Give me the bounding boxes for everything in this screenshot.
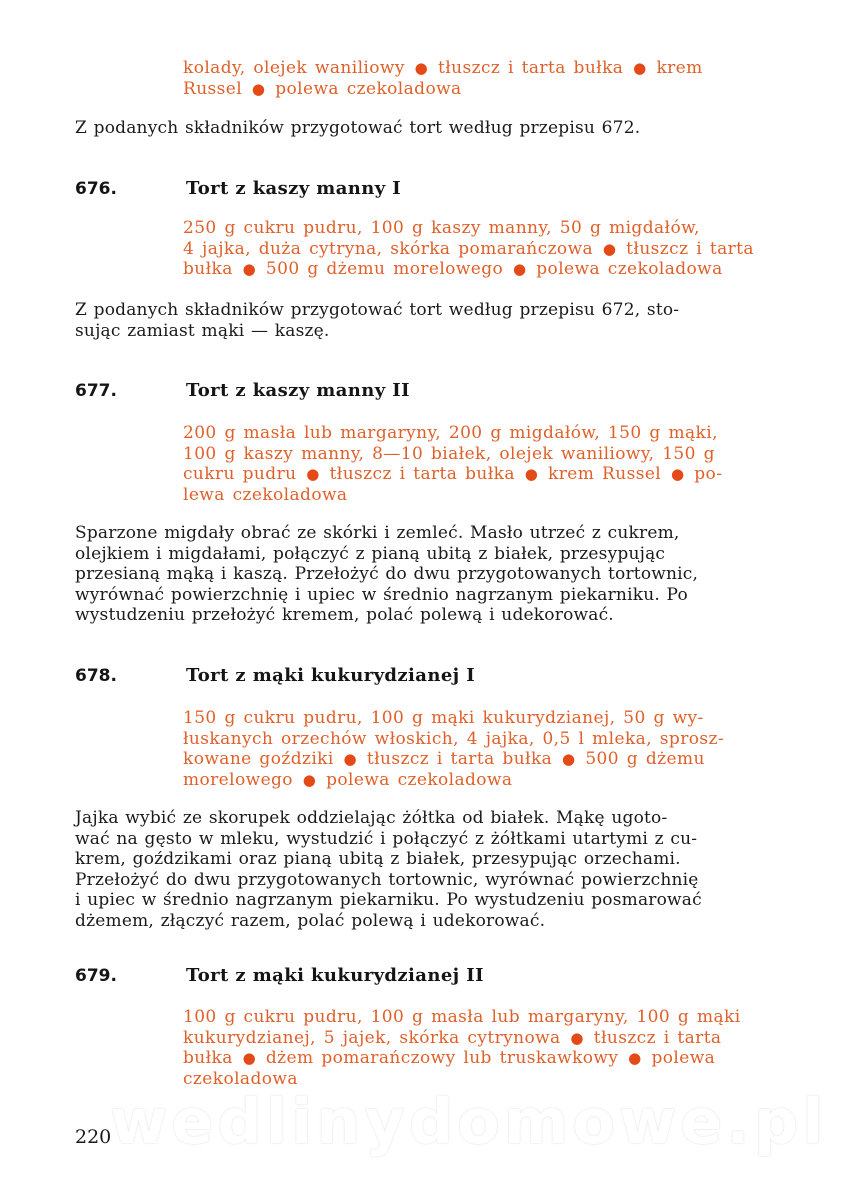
bullet-icon: ● [570,1028,584,1047]
bullet-icon: ● [562,750,576,768]
instruction-line: Przełożyć do dwu przygotowanych tortownic, wyrównać powierzchnię [75,869,699,890]
ingredient-text: tłuszcz i tarta bułka [321,464,515,484]
ingredient-line [183,1048,783,1069]
ingredient-text: 500 g dżemu morelowego [258,259,504,279]
ingredient-text: morelowego [183,769,293,790]
bullet-icon: ● [242,1049,257,1067]
recipe-title-677: Tort z kaszy manny II [186,380,410,401]
ingredient-text: Russel [183,78,243,99]
ingredient-line [183,79,783,100]
ingredient-line: 250 g cukru pudru, 100 g kaszy manny, 50 g migdałów, [183,218,700,238]
ingredient-line [183,770,783,791]
ingredient-text: dżem pomarańczowy lub truskawkowy [258,1048,619,1068]
ingredient-text: tłuszcz i tarta [585,1027,722,1048]
ingredient-line: czekoladowa [183,1068,298,1089]
ingredient-text: bułka [183,1048,233,1068]
recipe-title-676: Tort z kaszy manny I [186,178,402,199]
bullet-icon: ● [602,239,617,258]
recipe-679-ingredients [183,1007,783,1089]
ingredient-line: 100 g kaszy manny, 8—10 białek, olejek waniliowy, 150 g [183,443,715,464]
bullet-icon: ● [251,79,266,98]
bullet-icon: ● [242,260,257,278]
ingredient-text: polewa czekoladowa [267,78,462,99]
ingredient-text: 4 jajka, duża cytryna, skórka pomarańczowa [183,238,594,259]
instruction-line: wać na gęsto w mleku, wystudzić i połączyć z żółtkami utartymi z cu- [75,828,698,849]
ingredient-text: kukurydzianej, 5 jajek, skórka cytrynowa [183,1027,561,1048]
bullet-icon: ● [302,770,317,789]
recipe-number-676: 676. [75,179,117,199]
bullet-icon: ● [414,59,429,77]
recipe-678-instructions [75,808,780,931]
ingredients-continuation [183,58,783,99]
bullet-icon: ● [306,465,320,483]
ingredient-text: bułka [183,259,233,279]
recipe-678-ingredients [183,708,783,790]
bullet-icon: ● [670,465,685,483]
instruction-continuation [75,118,780,139]
recipe-676-instructions [75,300,780,341]
instruction-line: Z podanych składników przygotować tort według przepisu 672, sto- [75,300,680,320]
ingredient-line: 100 g cukru pudru, 100 g masła lub margaryny, 100 g mąki [183,1007,741,1027]
ingredient-line [183,259,783,280]
instruction-line: olejkiem i migdałami, połączyć z pianą ubitą z białek, przesypując [75,543,666,564]
ingredient-text: krem Russel [540,464,662,484]
instruction-line: przesianą mąką i kaszą. Przełożyć do dwu przygotowanych tortownic, [75,564,699,584]
instruction-line: Jajka wybić ze skorupek oddzielając żółtka od białek. Mąkę ugoto- [75,808,668,828]
recipe-676-ingredients [183,218,783,280]
ingredient-line: 150 g cukru pudru, 100 g mąki kukurydzianej, 50 g wy- [183,708,704,728]
ingredient-text: polewa [643,1048,716,1068]
ingredient-text: tłuszcz i tarta bułka [359,749,553,769]
watermark: wedlinydomowe.pl [110,1085,828,1158]
ingredient-line [183,749,783,770]
bullet-icon: ● [628,1049,642,1067]
ingredient-line [183,58,783,79]
recipe-number-679: 679. [75,966,117,986]
instruction-line: Sparzone migdały obrać ze skórki i zemleć. Masło utrzeć z cukrem, [75,523,680,543]
ingredient-text: polewa czekoladowa [528,259,723,279]
ingredient-text: polewa czekoladowa [318,769,513,790]
instruction-line: dżemem, złączyć razem, polać polewą i udekorować. [75,910,546,931]
recipe-title-679: Tort z mąki kukurydzianej II [186,965,484,986]
ingredient-line [183,239,783,260]
bullet-icon: ● [512,260,527,278]
bullet-icon: ● [343,750,358,768]
instruction-line: krem, goździkami oraz pianą ubitą z białek, przesypując orzechami. [75,849,681,869]
instruction-line: sując zamiast mąki — kaszę. [75,320,330,341]
ingredient-line: lewa czekoladowa [183,484,348,505]
instruction-line: i upiec w średnio nagrzanym piekarniku. Po wystudzeniu posmarować [75,890,702,910]
recipe-number-677: 677. [75,381,117,401]
recipe-677-ingredients [183,423,783,505]
ingredient-text: 500 g dżemu [577,749,705,769]
instruction-line: wyrównać powierzchnię i upiec w średnio nagrzanym piekarniku. Po [75,584,688,605]
ingredient-line [183,1028,783,1049]
page-number: 220 [75,1126,112,1148]
ingredient-text: kolady, olejek waniliowy [183,58,405,78]
recipe-number-678: 678. [75,666,117,686]
instruction-line: Z podanych składników przygotować tort według przepisu 672. [75,118,641,138]
ingredient-text: po- [686,464,723,484]
ingredient-text: kowane goździki [183,749,334,769]
ingredient-text: tłuszcz i tarta [618,238,754,259]
bullet-icon: ● [633,59,647,77]
bullet-icon: ● [524,465,539,483]
ingredient-line: łuskanych orzechów włoskich, 4 jajka, 0,5 l mleka, sprosz- [183,728,724,749]
recipe-title-678: Tort z mąki kukurydzianej I [186,665,476,686]
ingredient-line: 200 g masła lub margaryny, 200 g migdałów, 150 g mąki, [183,423,718,443]
ingredient-text: krem [648,58,703,78]
ingredient-line [183,464,783,485]
ingredient-text: cukru pudru [183,464,297,484]
ingredient-text: tłuszcz i tarta bułka [430,58,624,78]
instruction-line: wystudzeniu przełożyć kremem, polać polewą i udekorować. [75,605,614,625]
recipe-677-instructions [75,523,780,626]
